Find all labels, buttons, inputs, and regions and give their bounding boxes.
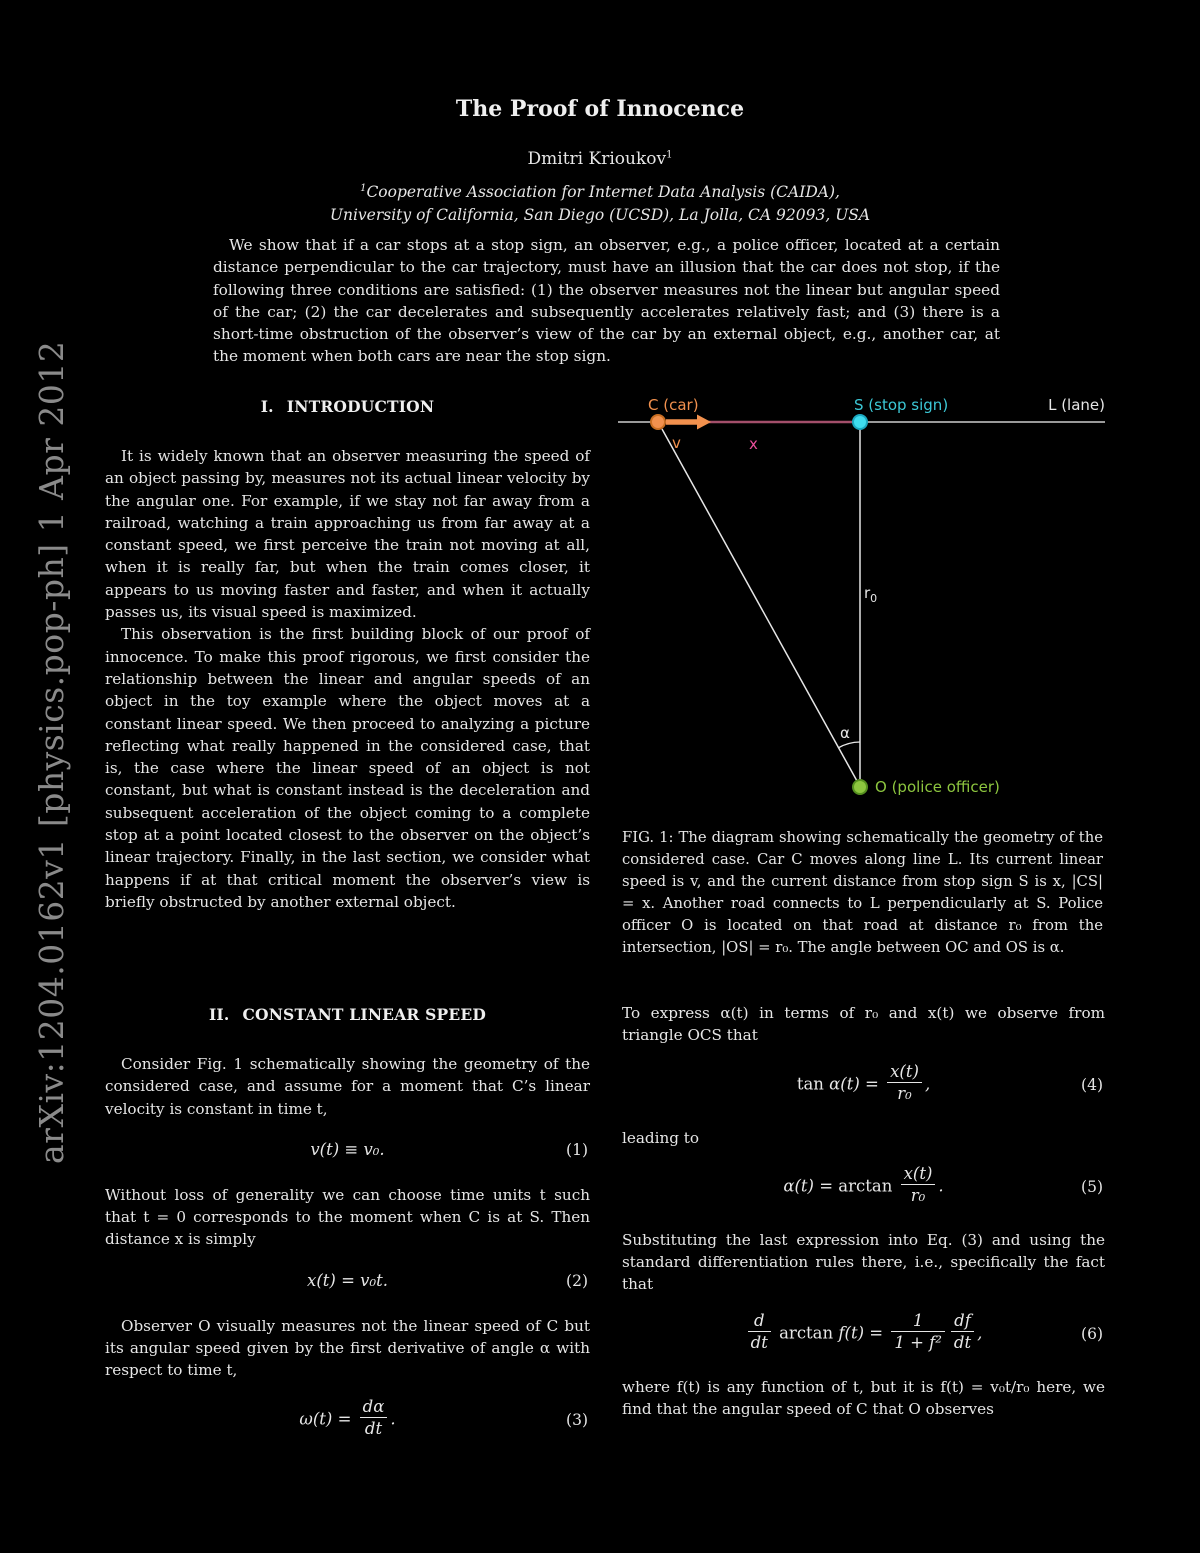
equation-4-function: tan (796, 1074, 830, 1094)
equation-4-fraction (887, 1062, 922, 1104)
affiliation-text-1: Cooperative Association for Internet Data Analysis (CAIDA), (366, 183, 840, 202)
author-line (0, 149, 1200, 169)
fraction-numerator: df (951, 1311, 974, 1332)
fraction-denominator: r₀ (897, 1084, 912, 1104)
fraction-denominator: dt (750, 1333, 768, 1353)
equation-4-number: (4) (1081, 1075, 1103, 1094)
equation-3-tail: . (390, 1409, 396, 1429)
section-title: INTRODUCTION (286, 397, 435, 416)
author-name: Dmitri Krioukov (527, 149, 667, 169)
equation-2-body: x(t) = v₀t. (307, 1271, 388, 1291)
equation-6-body (745, 1310, 983, 1355)
intro-paragraph-1: It is widely known that an observer measuring the speed of an object passing by, measures not its actual linear velocity by the angular one. For example, if we stay not far away from a railroad, watching a train approaching us from far away at a constant speed, we first perceive the train not moving at all, when it is really far, but when the train comes closer, it appears to us moving faster and faster, and when it actually passes us, its visual speed is maximized. (105, 447, 590, 622)
stop-sign-label: S (stop sign) (854, 396, 949, 414)
car-label: C (car) (648, 396, 699, 414)
speed-paragraph-2: Without loss of generality we can choose time units t such that t = 0 corresponds to the moment when C is at S. Then distance x is simply (105, 1185, 590, 1249)
speed-paragraph-1: Consider Fig. 1 schematically showing the geometry of the considered case, and assume for a moment that C’s linear velocity is constant in time t, (105, 1055, 590, 1118)
section-number: I. (260, 397, 274, 416)
equation-3-number: (3) (566, 1410, 588, 1429)
right-paragraph-2: Substituting the last expression into Eq. (3) and using the standard differentiation rules there, i.e., specifically the fact that (622, 1230, 1105, 1294)
right-column-text (622, 1002, 1105, 1420)
equation-6 (622, 1310, 1105, 1355)
equation-3 (105, 1396, 590, 1441)
right-paragraph-1: To express α(t) in terms of r₀ and x(t) we observe from triangle OCS that (622, 1004, 1105, 1045)
equation-3-body (299, 1396, 396, 1441)
equation-6-fraction-3 (951, 1311, 974, 1353)
section-heading-constant-linear-speed (105, 1005, 590, 1024)
equation-5-number: (5) (1081, 1177, 1103, 1196)
left-column-intro (105, 397, 590, 913)
equation-5-tail: . (938, 1176, 944, 1196)
fraction-numerator: dα (360, 1397, 388, 1418)
fraction-denominator: dt (953, 1333, 972, 1353)
alpha-label: α (840, 724, 850, 742)
figure-1-diagram (618, 385, 1110, 810)
figure-1-caption (622, 827, 1103, 958)
fraction-numerator: d (748, 1311, 771, 1332)
officer-label: O (police officer) (875, 778, 1000, 796)
equation-4 (622, 1061, 1105, 1106)
equation-3-lhs: ω(t) = (299, 1409, 357, 1429)
equation-6-function: arctan (773, 1323, 839, 1343)
equation-5-fraction (901, 1164, 936, 1206)
speed-paragraph-3: Observer O visually measures not the linear speed of C but its angular speed given by the first derivative of angle α with respect to time t, (105, 1316, 590, 1380)
equation-5-lhs: α(t) = (783, 1176, 839, 1196)
section-heading-introduction (105, 397, 590, 416)
figure-1 (618, 385, 1110, 810)
paper-title: The Proof of Innocence (455, 96, 745, 122)
section-title: CONSTANT LINEAR SPEED (242, 1005, 487, 1024)
affiliation-mark: 1 (360, 183, 367, 194)
equation-4-tail: , (924, 1074, 931, 1094)
stop-sign-point (853, 415, 867, 429)
caption-tag: FIG. 1: (622, 829, 674, 846)
equation-2 (105, 1266, 590, 1296)
equation-5-function: arctan (838, 1176, 898, 1196)
r0-base: r (864, 584, 871, 602)
leading-to-text: leading to (622, 1128, 700, 1147)
left-column-speed (105, 1005, 590, 1462)
fraction-numerator: x(t) (901, 1164, 936, 1185)
arxiv-watermark: arXiv:1204.0162v1 [physics.pop-ph] 1 Apr 2012 (32, 340, 71, 1164)
alpha-angle-arc (838, 742, 860, 748)
officer-point (853, 780, 867, 794)
equation-6-mid: f(t) = (838, 1323, 889, 1343)
intro-paragraph-2: This observation is the first building block of our proof of innocence. To make this proof rigorous, we first consider the relationship between the linear and angular speeds of an object in the toy example where the object moves at a constant linear speed. We then proceed to analyzing a picture reflecting what really happened in the considered case, that is, the case where the linear speed of an object is not constant, but what is constant instead is the deceleration and subsequent acceleration of the object coming to a complete stop at a point located closest to the observer on the object’s linear trajectory. Finally, in the last section, we consider what happens if at that critical moment the observer’s view is briefly obstructed by another external object. (105, 625, 590, 911)
equation-6-number: (6) (1081, 1324, 1103, 1343)
equation-2-number: (2) (566, 1271, 588, 1290)
abstract: We show that if a car stops at a stop sign, an observer, e.g., a police officer, located at a certain distance perpendicular to the car trajectory, must have an illusion that the car does not stop, if the following three conditions are satisfied: (1) the observer measures not the linear but angular speed of the car; (2) the car decelerates and subsequently accelerates relatively fast; and (3) there is a short-time obstruction of the observer’s view of the car by an external object, e.g., another car, at the moment when both cars are near the stop sign. (213, 236, 1000, 366)
fraction-denominator: dt (364, 1419, 383, 1439)
equation-6-fraction-2 (891, 1311, 945, 1353)
r0-label (864, 584, 877, 605)
fraction-denominator: r₀ (910, 1186, 926, 1206)
equation-6-tail: , (977, 1323, 983, 1343)
fraction-numerator: 1 (891, 1311, 945, 1332)
r0-subscript: 0 (870, 592, 878, 605)
distance-x-label: x (749, 435, 758, 453)
fraction-denominator: 1 + f² (894, 1333, 942, 1353)
author-affiliation-mark: 1 (666, 149, 673, 161)
equation-5-body (783, 1163, 944, 1208)
right-paragraph-3: where f(t) is any function of t, but it is f(t) = v₀t/r₀ here, we find that the angular speed of C that O observes (622, 1377, 1105, 1418)
lane-label: L (lane) (1048, 396, 1105, 414)
fraction-numerator: x(t) (887, 1062, 922, 1083)
affiliation-line-1 (0, 177, 1200, 204)
equation-3-fraction (360, 1397, 388, 1439)
equation-1-body: v(t) ≡ v₀. (310, 1140, 385, 1160)
equation-4-lhs: α(t) = (829, 1074, 885, 1094)
caption-text: The diagram showing schematically the geometry of the considered case. Car C moves along line L. Its current linear speed is v, and the current distance from stop sign S is x, |CS| = x. Another road connects to L perpendicularly at S. Police officer O is located on that road at distance r₀ from the intersection, |OS| = r₀. The angle between OC and OS is α. (622, 829, 1103, 956)
velocity-arrow-head (697, 415, 711, 430)
car-point (651, 415, 665, 429)
equation-1 (105, 1135, 590, 1165)
car-to-officer-line (662, 429, 857, 781)
velocity-label: v (672, 434, 681, 452)
equation-4-body (796, 1061, 931, 1106)
affiliation-line-2: University of California, San Diego (UCSD), La Jolla, CA 92093, USA (329, 206, 871, 225)
section-number: II. (208, 1005, 230, 1024)
equation-6-fraction-1 (748, 1311, 771, 1353)
equation-5 (622, 1163, 1105, 1208)
affiliation (0, 177, 1200, 227)
equation-1-number: (1) (566, 1140, 588, 1159)
